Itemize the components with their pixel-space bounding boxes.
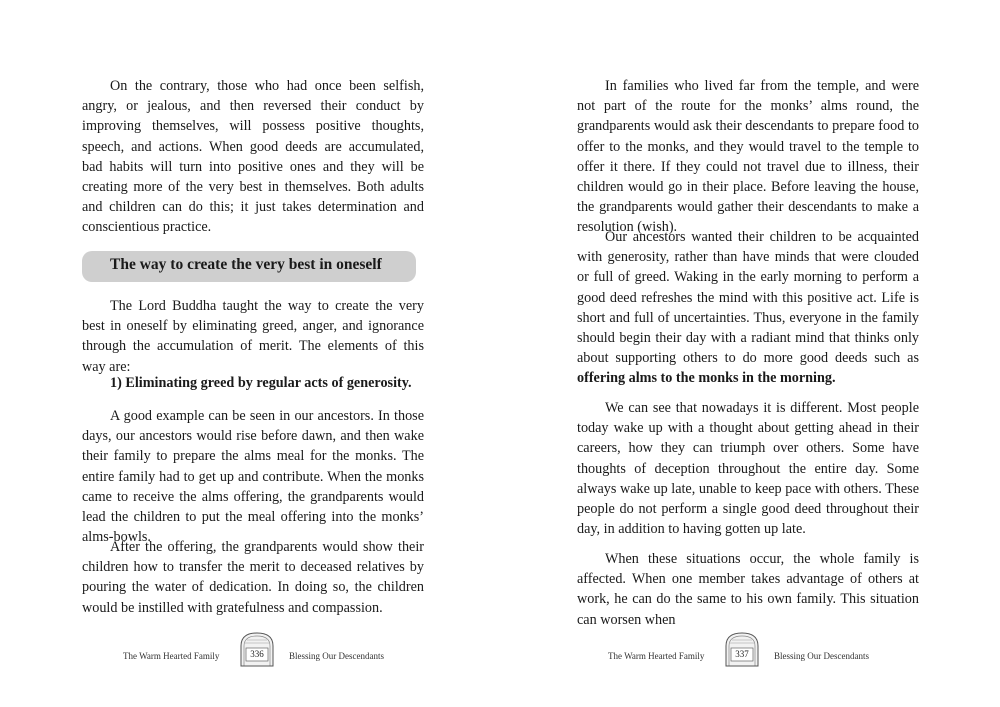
paragraph: We can see that nowadays it is different. Most people today wake up with a thought about getting ahead in their careers, how they can triumph over others. Some have thoughts of deception throughout the entire day. Some always wake up late, unable to keep pace with others. These people do not perform a single good deed throughout their day, in addition to having gotten up late. <box>577 400 919 538</box>
paragraph: After the offering, the grandparents would show their children how to transfer the merit to deceased relatives by pouring the water of dedication. In doing so, the children would be instilled with gratefulness and compassion. <box>82 539 424 616</box>
section-heading-box <box>82 251 416 282</box>
subheading: 1) Eliminating greed by regular acts of generosity. <box>110 375 412 391</box>
right-page <box>500 0 1000 707</box>
footer-book-title: The Warm Hearted Family <box>608 651 705 661</box>
paragraph-ancestors <box>577 227 919 389</box>
paragraph: On the contrary, those who had once been selfish, angry, or jealous, and then reversed their conduct by improving themselves, will possess positive thoughts, speech, and actions. When good deeds are accumulated, bad habits will turn into positive ones and they will be creating more of the very best in themselves. Both adults and children can do this; it just takes determination and conscientious practice. <box>82 78 424 236</box>
page-number-badge <box>723 631 761 667</box>
bold-emphasis: offering alms to the monks in the morning. <box>577 370 836 387</box>
paragraph: The Lord Buddha taught the way to create the very best in oneself by eliminating greed, anger, and ignorance through the accumulation of merit. The elements of this way are: <box>82 298 424 375</box>
paragraph: A good example can be seen in our ancestors. In those days, our ancestors would rise before dawn, and then wake their family to prepare the alms meal for the monks. The entire family had to get up and contribute. When the monks came to receive the alms offering, the grandparents would lead the children to put the meal offering into the monks’ alms-bowls. <box>82 408 424 546</box>
footer-book-subtitle: Blessing Our Descendants <box>774 651 869 661</box>
page-number: 337 <box>735 649 749 659</box>
page-number-badge <box>238 631 276 667</box>
section-heading: The way to create the very best in oneself <box>110 256 382 273</box>
page-number: 336 <box>250 649 264 659</box>
footer-book-title: The Warm Hearted Family <box>123 651 220 661</box>
paragraph: When these situations occur, the whole family is affected. When one member takes advantage of others at work, he can do the same to his own family. This situation can worsen when <box>577 551 919 628</box>
footer-book-subtitle: Blessing Our Descendants <box>289 651 384 661</box>
paragraph: In families who lived far from the temple, and were not part of the route for the monks’ alms round, the grandparents would ask their descendants to prepare food to offer to the monks, and they would travel to the temple to offer it there. If they could not travel due to illness, their children would go in their place. Before leaving the house, the grandparents would gather their descendants to make a resolution (wish). <box>577 78 919 236</box>
paragraph-text: Our ancestors wanted their children to be acquainted with generosity, rather than have minds that were clouded or full of greed. Waking in the early morning to perform a good deed refreshes the mind with this positive act. Life is short and full of uncertainties. Thus, everyone in the family should begin their day with a radiant mind that thinks only about supporting others to do more good deeds such as <box>577 229 919 367</box>
